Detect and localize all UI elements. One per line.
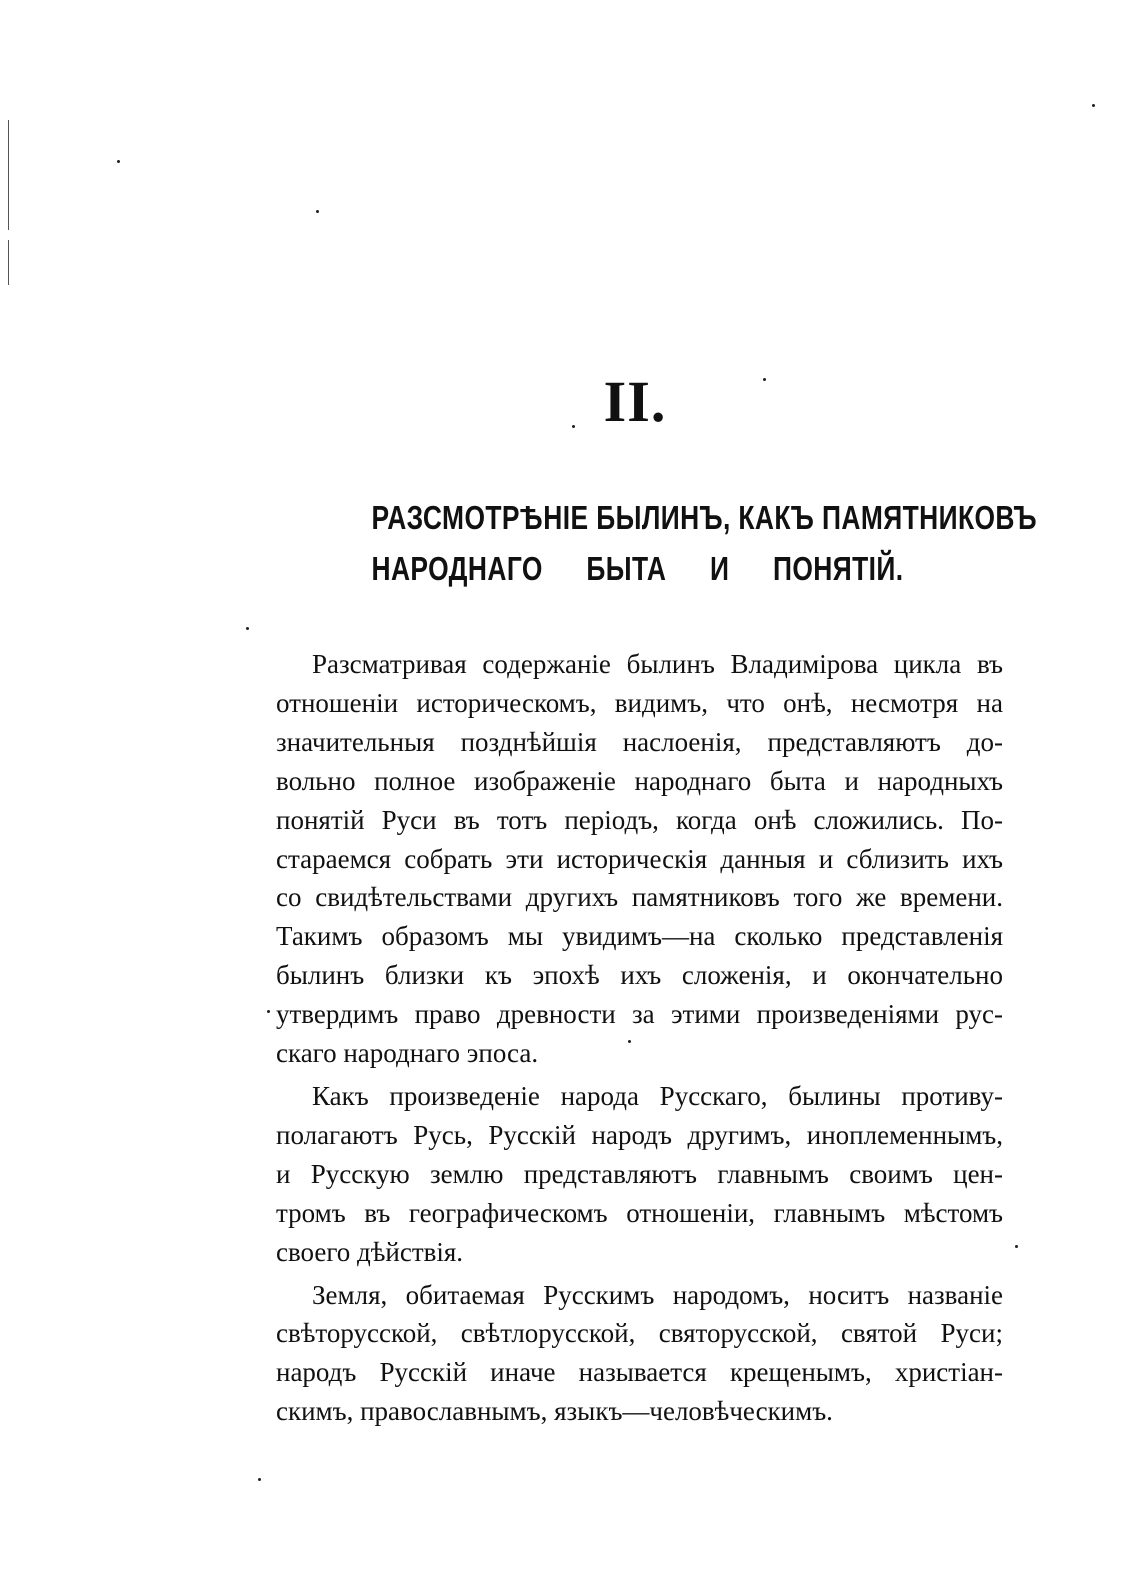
chapter-title (371, 492, 1037, 594)
text-line: Какъ произведеніе народа Русскаго, былины противу- (312, 1080, 1003, 1111)
text-line: свѣторусской, свѣтлорусской, святорусской, святой Руси; (276, 1318, 1003, 1349)
text-line: Разсматривая содержаніе былинъ Владимірова цикла въ (312, 649, 1003, 679)
text-line: Земля, обитаемая Русскимъ народомъ, носитъ названіе (312, 1279, 1003, 1310)
text-line: со свидѣтельствами другихъ памятниковъ того же времени. (276, 882, 1003, 913)
paragraph (276, 1077, 1003, 1272)
text-line: утвердимъ право древности за этими произведеніями рус- (276, 999, 1003, 1030)
scan-speck (1092, 104, 1095, 107)
scan-speck (316, 210, 319, 213)
text-line: народъ Русскій иначе называется крещенымъ, христіан- (276, 1357, 1003, 1388)
scan-speck (1015, 1245, 1018, 1248)
text-line: и Русскую землю представляютъ главнымъ своимъ цен- (276, 1158, 1003, 1189)
scan-speck (267, 1010, 270, 1013)
chapter-title-line: РАЗСМОТРѢНІЕ БЫЛИНЪ, КАКЪ ПАМЯТНИКОВЪ (371, 499, 1037, 536)
text-line: былинъ близки къ эпохѣ ихъ сложенія, и окончательно (276, 960, 1003, 991)
scan-speck (258, 1478, 261, 1481)
scan-speck (117, 160, 120, 163)
text-line: скаго народнаго эпоса. (276, 1038, 539, 1069)
paragraph (276, 645, 1003, 1073)
text-line: Такимъ образомъ мы увидимъ—на сколько представленія (276, 921, 1003, 952)
paragraph (276, 1276, 1003, 1432)
text-line: значительныя позднѣйшія наслоенія, представляютъ до- (276, 726, 1003, 757)
text-line: отношеніи историческомъ, видимъ, что онѣ, несмотря на (276, 687, 1003, 718)
scan-edge-mark (8, 240, 9, 285)
chapter-number: II. (603, 369, 667, 434)
body-text (276, 645, 1003, 1435)
text-line: скимъ, православнымъ, языкъ—человѣческимъ. (276, 1396, 833, 1427)
text-line: понятій Руси въ тотъ періодъ, когда онѣ сложились. По- (276, 804, 1003, 835)
scan-edge-mark (8, 120, 9, 230)
text-line: своего дѣйствія. (276, 1236, 464, 1267)
scan-speck (246, 627, 249, 630)
text-line: тромъ въ географическомъ отношеніи, главнымъ мѣстомъ (276, 1197, 1003, 1228)
text-line: полагаютъ Русь, Русскій народъ другимъ, иноплеменнымъ, (276, 1119, 1003, 1150)
text-line: стараемся собрать эти историческія данныя и сблизить ихъ (276, 843, 1003, 874)
chapter-title-line: НАРОДНАГО БЫТА И ПОНЯТІЙ. (371, 550, 904, 587)
text-line: вольно полное изображеніе народнаго быта и народныхъ (276, 765, 1003, 796)
